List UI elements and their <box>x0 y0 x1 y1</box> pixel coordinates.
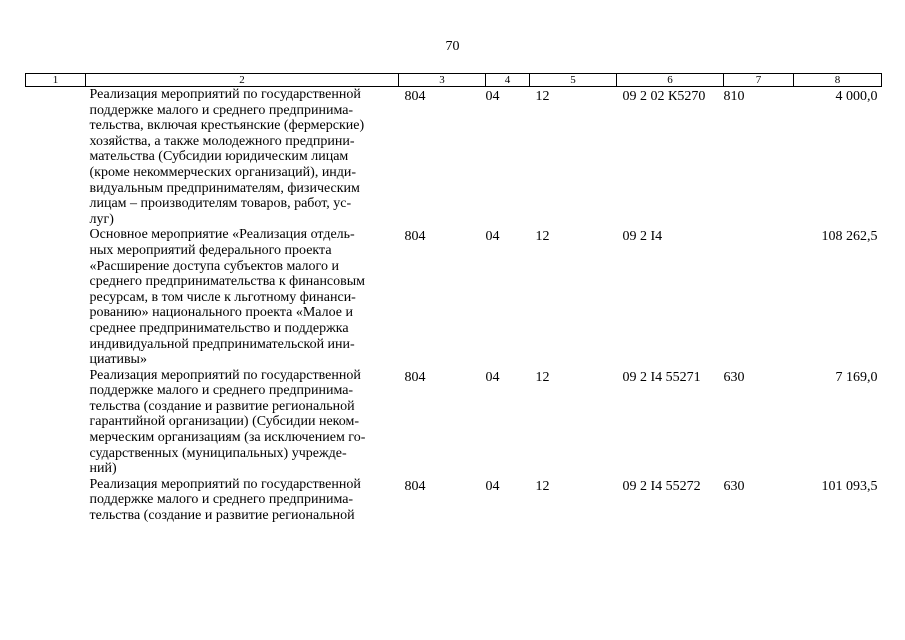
row-target-article: 09 2 I4 55272 <box>622 478 701 494</box>
table-body <box>26 87 882 524</box>
row-ministry-code: 804 <box>404 229 426 245</box>
row-target-article: 09 2 I4 <box>622 229 663 245</box>
row-ministry-code: 804 <box>404 478 426 494</box>
row-expense-type: 630 <box>723 478 745 494</box>
row-description-text: Основное мероприятие «Реализация отдель- ных мероприятий федерального проекта «Расширение доступа субъектов малого и среднего предпринимательства к финансовым ресурсам, в том числе к льготному финанси- рованию» национального проекта «Малое и среднее предпринимательство и поддержка индивидуальной предпринимательской ини- циативы» <box>89 227 366 368</box>
row-section-code: 04 <box>485 369 500 385</box>
row-target-article: 09 2 I4 55271 <box>622 369 701 385</box>
row-col-1 <box>26 87 86 228</box>
header-col-8: 8 <box>794 74 882 87</box>
row-col-1 <box>26 368 86 477</box>
table-row <box>26 227 882 367</box>
table-row <box>26 477 882 524</box>
header-col-3: 3 <box>399 74 486 87</box>
page-number: 70 <box>445 39 460 54</box>
header-col-4: 4 <box>486 74 530 87</box>
row-description <box>86 368 399 477</box>
row-section-code: 04 <box>485 478 500 494</box>
row-amount: 4 000,0 <box>835 89 878 104</box>
row-amount: 108 262,5 <box>821 229 878 245</box>
header-col-7: 7 <box>724 74 794 87</box>
budget-table <box>25 73 882 524</box>
row-subsection-code: 12 <box>535 478 550 494</box>
row-target-article: 09 2 02 К5270 <box>622 89 706 104</box>
row-col-1 <box>26 477 86 524</box>
row-expense-type: 630 <box>723 369 745 385</box>
row-subsection-code: 12 <box>535 229 550 245</box>
header-col-5: 5 <box>530 74 617 87</box>
row-subsection-code: 12 <box>535 89 550 104</box>
header-col-1: 1 <box>26 74 86 87</box>
row-section-code: 04 <box>485 229 500 245</box>
row-description <box>86 227 399 367</box>
row-amount: 101 093,5 <box>821 478 878 494</box>
table-row <box>26 87 882 228</box>
table-row <box>26 368 882 477</box>
header-col-2: 2 <box>86 74 399 87</box>
row-amount: 7 169,0 <box>835 369 878 385</box>
header-row <box>26 74 882 87</box>
row-expense-type <box>724 227 794 367</box>
row-ministry-code: 804 <box>404 89 426 104</box>
row-description-text: Реализация мероприятий по государственной поддержке малого и среднего предпринима- тельства, включая крестьянские (фермерские) хозяйства, а также молодежного предприни- мательства (Субсидии юридическим лицам (кроме некоммерческих организаций), инди- видуальным предпринимателям, физическим лицам – производителям товаров, работ, ус- луг) <box>89 87 365 227</box>
row-ministry-code: 804 <box>404 369 426 385</box>
row-subsection-code: 12 <box>535 369 550 385</box>
row-expense-type: 810 <box>723 89 745 104</box>
row-description-text: Реализация мероприятий по государственной поддержке малого и среднего предпринима- тельства (создание и развитие региональной гарантийной организации) (Субсидии неком- мерческим организациям (за исключением го- сударственных (муниципальных) учрежде- ний) <box>89 367 366 477</box>
row-section-code: 04 <box>485 89 500 104</box>
header-col-6: 6 <box>617 74 724 87</box>
table-header <box>26 74 882 87</box>
row-description-text: Реализация мероприятий по государственной поддержке малого и среднего предпринима- тельства (создание и развитие региональной <box>89 476 361 524</box>
row-col-1 <box>26 227 86 367</box>
row-description <box>86 87 399 228</box>
row-description <box>86 477 399 524</box>
